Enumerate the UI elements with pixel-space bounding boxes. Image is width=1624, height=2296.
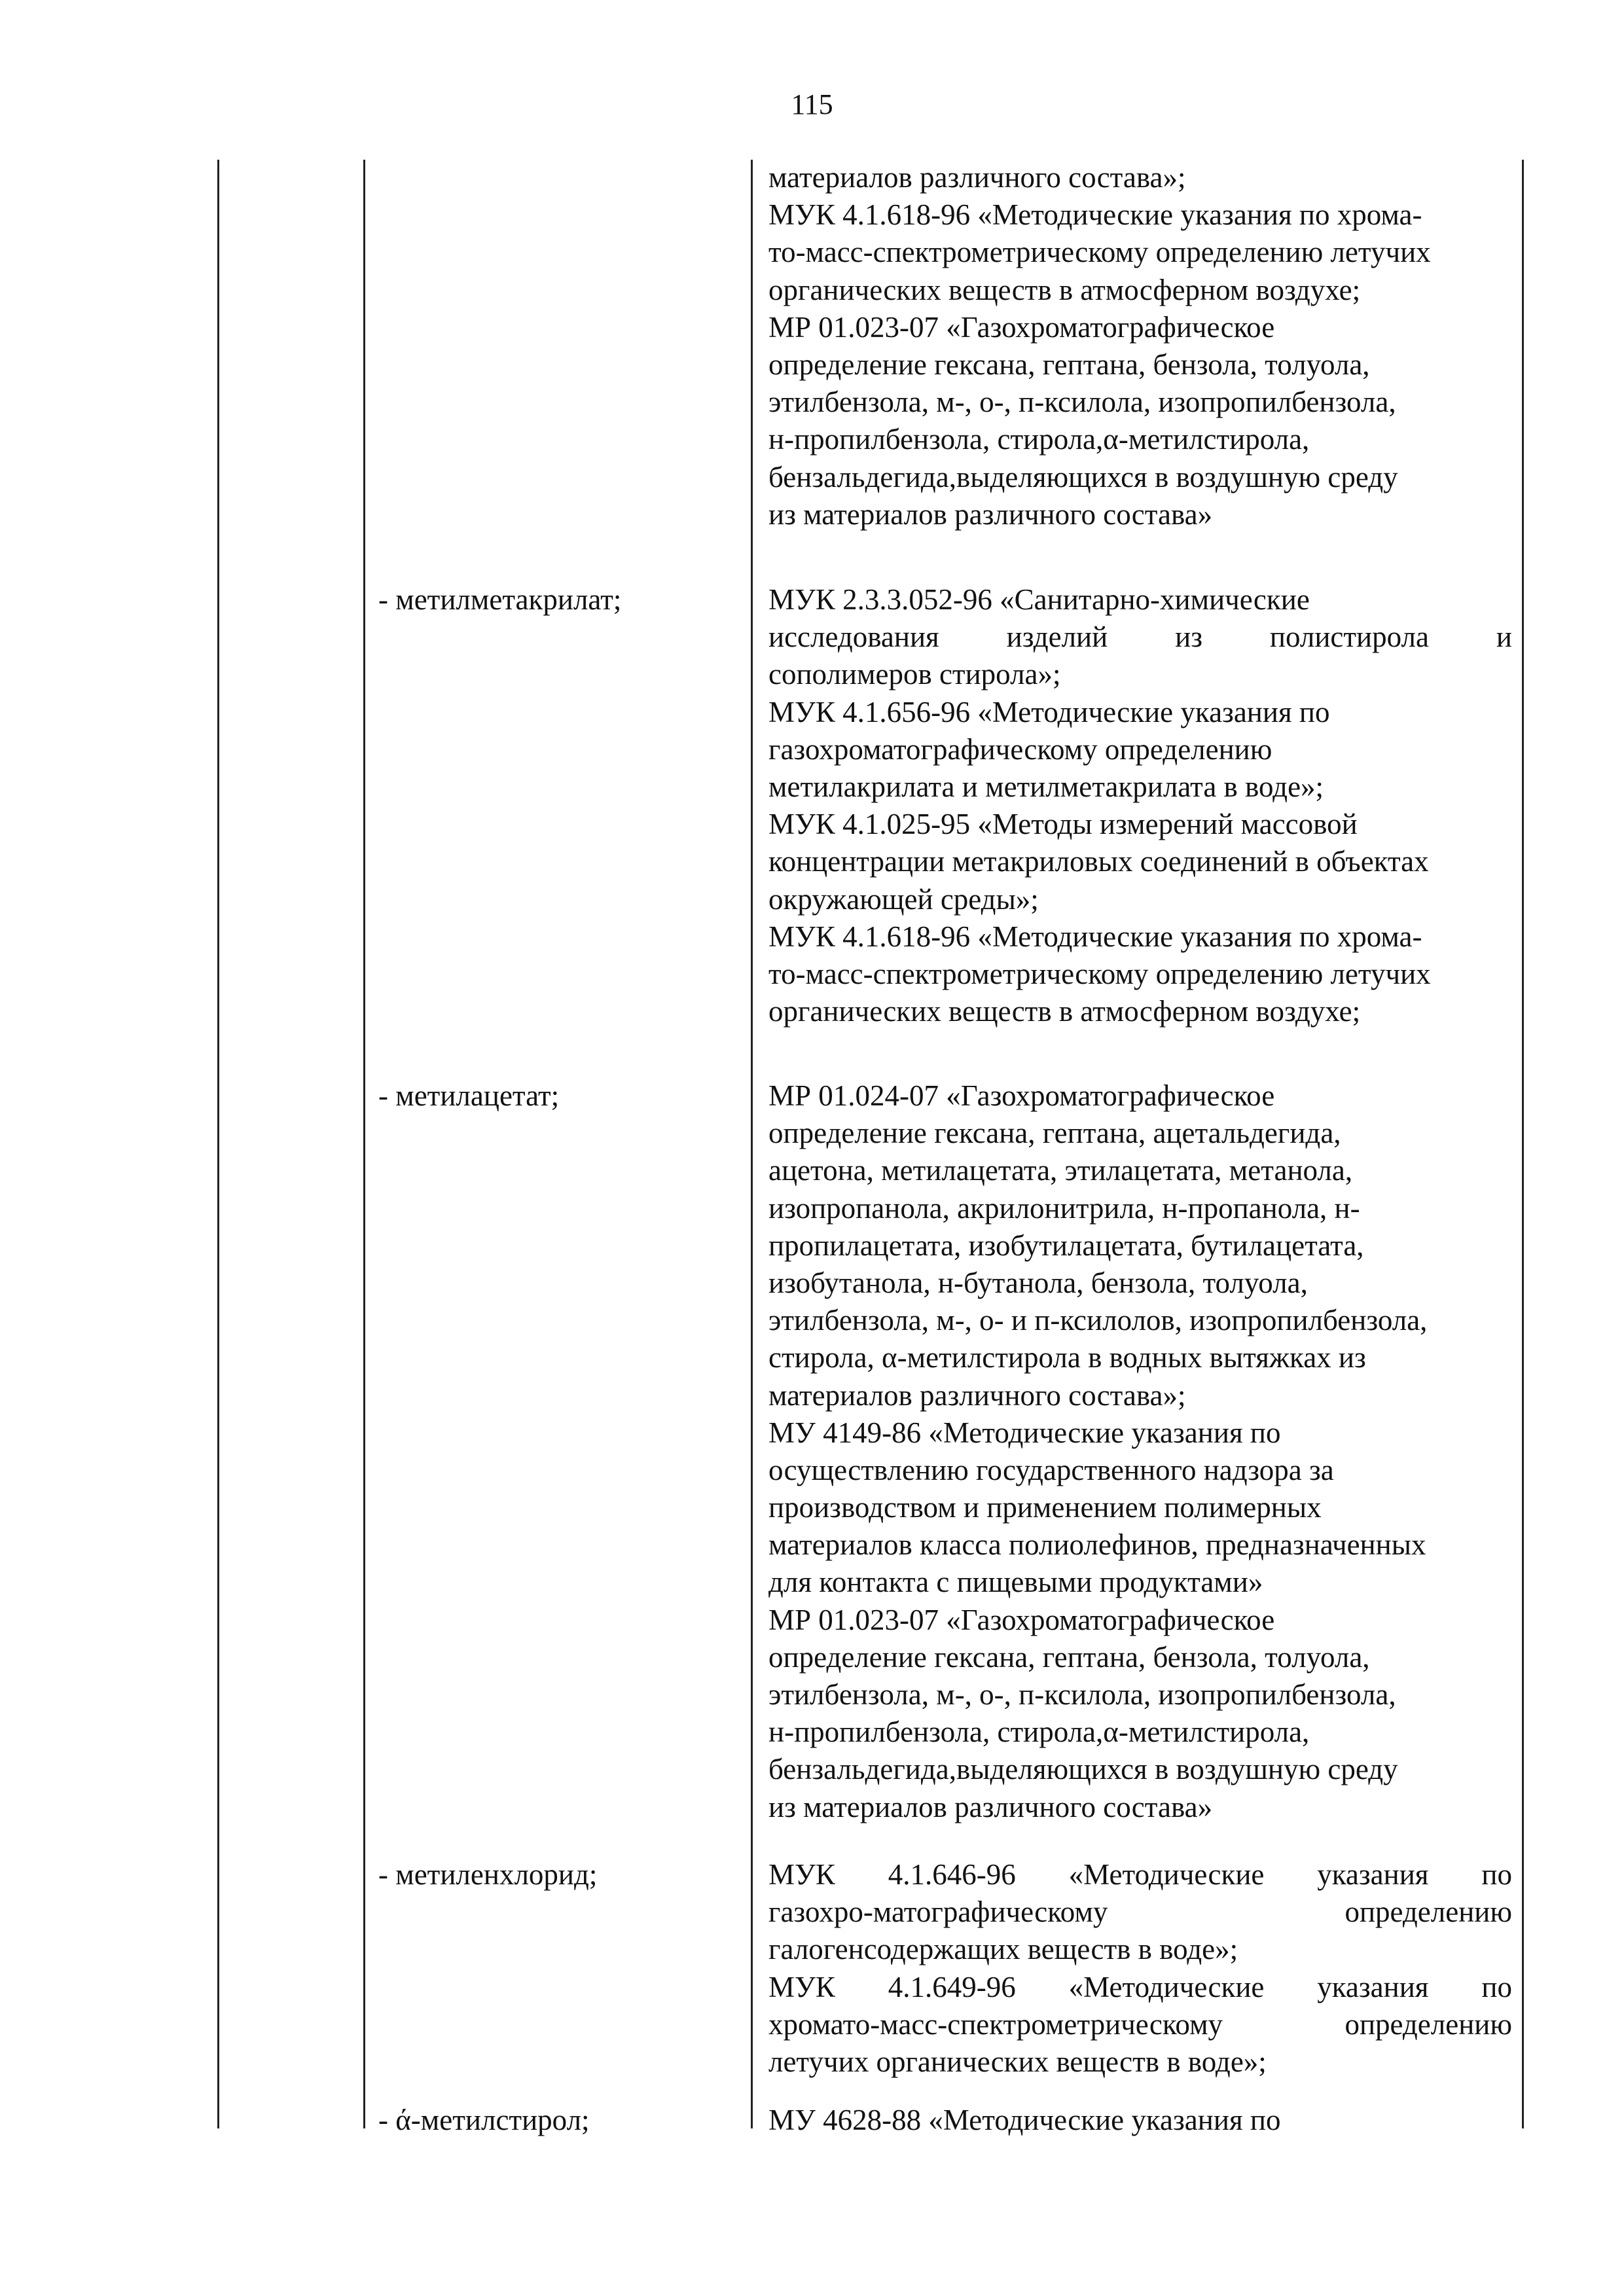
- method-text: [768, 159, 1512, 533]
- word: 4.1.649-96: [888, 1970, 1016, 2003]
- word: газохро-матографическому: [768, 1895, 1108, 1929]
- text-line: МУ 4628-88 «Методические указания по: [768, 2104, 1281, 2136]
- word: «Методические: [1068, 1858, 1265, 1891]
- word: определению: [1344, 2007, 1512, 2041]
- text-line: для контакта с пищевыми продуктами»: [768, 1566, 1263, 1599]
- method-text: [768, 581, 1512, 1030]
- text-line: определение гексана, гептана, бензола, толуола,: [768, 348, 1370, 381]
- page-number: 115: [791, 88, 833, 120]
- text-line: МУ 4149-86 «Методические указания по: [768, 1416, 1281, 1449]
- text-line: н-пропилбензола, стирола,α-метилстирола,: [768, 1715, 1310, 1749]
- word: МУК: [768, 1858, 835, 1891]
- text-line: этилбензола, м-, о-, п-ксилола, изопропилбензола,: [768, 386, 1396, 419]
- method-text: [768, 1856, 1512, 2081]
- text-line: то-масс-спектрометрическому определению летучих: [768, 236, 1431, 269]
- text-line: галогенсодержащих веществ в воде»;: [768, 1933, 1238, 1966]
- text-line: МУК 4.1.618-96 «Методические указания по хрома-: [768, 920, 1422, 953]
- text-line: МР 01.023-07 «Газохроматографическое: [768, 310, 1275, 344]
- method-text: [768, 1077, 1512, 1826]
- text-line: определение гексана, гептана, бензола, толуола,: [768, 1640, 1370, 1674]
- text-line: осуществлению государственного надзора за: [768, 1453, 1334, 1486]
- text-line: концентрации метакриловых соединений в объектах: [768, 845, 1429, 878]
- method-text: [768, 2102, 1512, 2139]
- text-line: этилбензола, м-, о-, п-ксилола, изопропилбензола,: [768, 1678, 1396, 1711]
- text-line: МУК 4.1.656-96 «Методические указания по: [768, 695, 1330, 728]
- word: указания: [1317, 1858, 1429, 1891]
- text-line: органических веществ в атмосферном воздухе;: [768, 273, 1361, 306]
- text-line: МУК 2.3.3.052-96 «Санитарно-химические: [768, 583, 1310, 616]
- text-line-justified: [768, 2006, 1512, 2043]
- substance-label: - метилацетат;: [378, 1079, 560, 1112]
- word: по: [1481, 1858, 1512, 1891]
- text-line: определение гексана, гептана, ацетальдегида,: [768, 1117, 1341, 1150]
- text-line: стирола, α-метилстирола в водных вытяжках из: [768, 1341, 1366, 1374]
- table-column-divider-2: [751, 160, 753, 2128]
- text-line: материалов различного состава»;: [768, 1378, 1186, 1412]
- word: определению: [1344, 1895, 1512, 1929]
- word: исследования: [768, 620, 939, 654]
- text-line: материалов различного состава»;: [768, 161, 1186, 194]
- text-line: газохроматографическому определению: [768, 732, 1272, 766]
- substance-label: - ά-метилстирол;: [378, 2104, 590, 2136]
- text-line: изобутанола, н-бутанола, бензола, толуола,: [768, 1266, 1308, 1299]
- text-line: бензальдегида,выделяющихся в воздушную среду: [768, 1753, 1398, 1786]
- text-line: этилбензола, м-, о- и п-ксилолов, изопропилбензола,: [768, 1304, 1428, 1337]
- word: «Методические: [1068, 1970, 1265, 2003]
- text-line-justified: [768, 1969, 1512, 2006]
- text-line: то-масс-спектрометрическому определению летучих: [768, 957, 1431, 990]
- text-line-justified: [768, 1856, 1512, 1893]
- word: и: [1496, 620, 1512, 654]
- substance-label: - метиленхлорид;: [378, 1858, 598, 1891]
- text-line: производством и применением полимерных: [768, 1491, 1322, 1524]
- substance-label: - метилметакрилат;: [378, 583, 622, 616]
- table-border-left: [217, 160, 219, 2128]
- text-line: из материалов различного состава»: [768, 497, 1213, 531]
- text-line: летучих органических веществ в воде»;: [768, 2045, 1267, 2078]
- word: МУК: [768, 1970, 835, 2003]
- text-line: МУК 4.1.025-95 «Методы измерений массовой: [768, 808, 1358, 841]
- word: 4.1.646-96: [888, 1858, 1016, 1891]
- text-line: МР 01.023-07 «Газохроматографическое: [768, 1603, 1275, 1636]
- word: по: [1481, 1970, 1512, 2003]
- word: хромато-масс-спектрометрическому: [768, 2007, 1223, 2041]
- text-line: МУК 4.1.618-96 «Методические указания по хрома-: [768, 198, 1422, 232]
- text-line: сополимеров стирола»;: [768, 658, 1061, 691]
- text-line: изопропанола, акрилонитрила, н-пропанола, н-: [768, 1191, 1360, 1225]
- word: указания: [1317, 1970, 1429, 2003]
- text-line: ацетона, метилацетата, этилацетата, метанола,: [768, 1154, 1353, 1187]
- table-column-divider-1: [363, 160, 365, 2128]
- text-line: бензальдегида,выделяющихся в воздушную среду: [768, 460, 1398, 493]
- text-line: пропилацетата, изобутилацетата, бутилацетата,: [768, 1229, 1364, 1262]
- word: из: [1175, 620, 1202, 654]
- text-line: из материалов различного состава»: [768, 1790, 1213, 1823]
- text-line: метилакрилата и метилметакрилата в воде»;: [768, 770, 1324, 803]
- text-line-justified: [768, 619, 1512, 656]
- text-line: органических веществ в атмосферном воздухе;: [768, 995, 1361, 1028]
- text-line: н-пропилбензола, стирола,α-метилстирола,: [768, 423, 1310, 456]
- table-border-right: [1522, 160, 1524, 2128]
- text-line-justified: [768, 1893, 1512, 1931]
- text-line: МР 01.024-07 «Газохроматографическое: [768, 1079, 1275, 1112]
- word: полистирола: [1269, 620, 1429, 654]
- word: изделий: [1006, 620, 1108, 654]
- text-line: окружающей среды»;: [768, 882, 1039, 916]
- text-line: материалов класса полиолефинов, предназначенных: [768, 1528, 1426, 1562]
